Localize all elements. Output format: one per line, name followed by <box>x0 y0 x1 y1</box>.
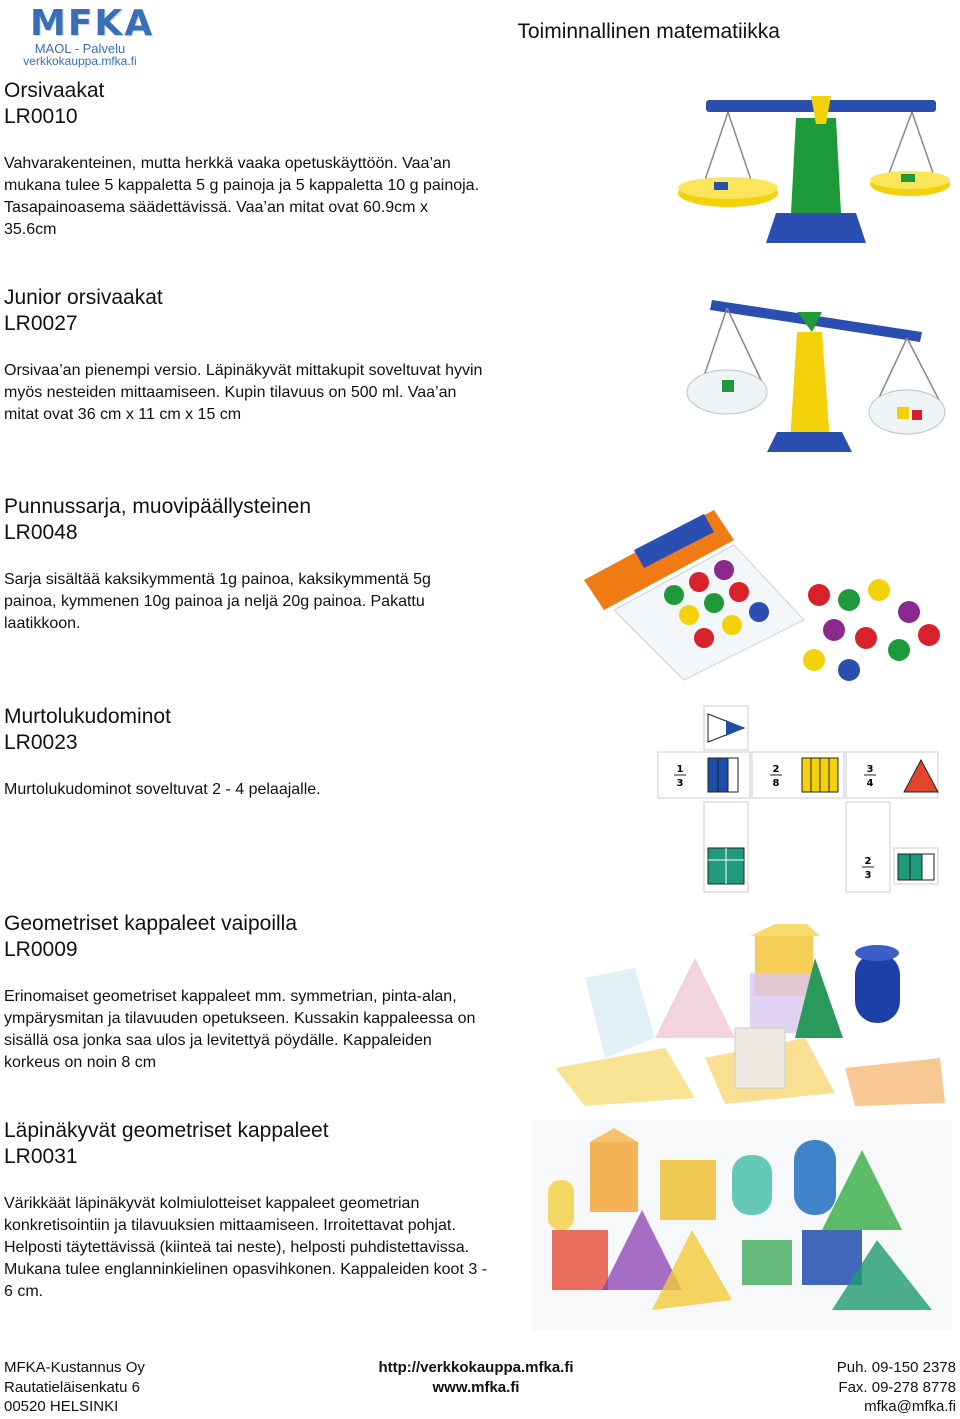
product-code: LR0031 <box>4 1145 78 1168</box>
logo-subtitle: MAOL - Palvelu <box>34 41 126 56</box>
domino-numerator: 2 <box>864 856 872 867</box>
product-description: Sarja sisältää kaksikymmentä 1g painoa, kaksikymmentä 5g painoa, kymmenen 10g painoa ja neljä 20g painoa. Pakattu laatikkoon. <box>4 571 431 632</box>
domino-denominator: 3 <box>864 870 872 881</box>
weight-set-icon <box>574 500 954 690</box>
product-entry <box>4 78 494 241</box>
domino-numerator: 3 <box>866 764 874 775</box>
balance-scale-icon <box>676 88 950 258</box>
fax-number: Fax. 09-278 8778 <box>838 1378 956 1396</box>
product-name: Murtolukudominot <box>4 705 171 728</box>
product-entry <box>4 704 494 801</box>
product-code: LR0010 <box>4 105 78 128</box>
junior-balance-scale-icon <box>682 292 952 460</box>
product-code: LR0009 <box>4 938 78 961</box>
logo <box>18 3 155 68</box>
domino-denominator: 8 <box>772 778 780 789</box>
postal-city: 00520 HELSINKI <box>4 1398 119 1415</box>
product-description: Orsivaa’an pienempi versio. Läpinäkyvät mittakupit soveltuvat hyvin myös nesteiden mittaamiseen. Kupin tilavuus on 500 ml. Vaa’an mitat ovat 36 cm x 11 cm x 15 cm <box>4 362 483 423</box>
product-name: Geometriset kappaleet vaipoilla <box>4 912 297 935</box>
logo-mark: MFKA <box>30 3 155 44</box>
product-name: Läpinäkyvät geometriset kappaleet <box>4 1119 329 1142</box>
transparent-solids-icon <box>532 1120 952 1330</box>
logo-url[interactable]: verkkokauppa.mfka.fi <box>23 54 137 68</box>
fraction-dominoes-icon <box>656 704 946 894</box>
site-link[interactable]: www.mfka.fi <box>432 1378 520 1396</box>
product-entry <box>4 911 494 1074</box>
product-entry <box>4 1118 494 1303</box>
product-code: LR0048 <box>4 521 78 544</box>
geometric-solids-nets-icon <box>545 918 951 1108</box>
product-name: Junior orsivaakat <box>4 286 163 309</box>
phone-number: Puh. 09-150 2378 <box>836 1359 956 1376</box>
page-title: Toiminnallinen matematiikka <box>517 20 780 43</box>
domino-denominator: 3 <box>676 778 684 789</box>
shop-link[interactable]: http://verkkokauppa.mfka.fi <box>378 1359 574 1376</box>
company-name: MFKA-Kustannus Oy <box>4 1359 145 1376</box>
product-name: Punnussarja, muovipäällysteinen <box>4 495 312 518</box>
product-name: Orsivaakat <box>4 79 105 102</box>
street-address: Rautatieläisenkatu 6 <box>4 1378 140 1396</box>
product-entry <box>4 285 494 426</box>
footer-address <box>4 1358 145 1417</box>
domino-denominator: 4 <box>866 778 874 789</box>
footer-links <box>378 1358 574 1397</box>
product-description: Vahvarakenteinen, mutta herkkä vaaka opetuskäyttöön. Vaa’an mukana tulee 5 kappaletta 5 g painoja ja 5 kappaletta 10 g painoja. Tasapainoasema säädettävissä. Vaa’an mitat ovat 60.9cm x 35.6cm <box>4 155 480 238</box>
domino-numerator: 1 <box>676 764 684 775</box>
email-link[interactable]: mfka@mfka.fi <box>864 1398 956 1415</box>
product-description: Murtolukudominot soveltuvat 2 - 4 pelaajalle. <box>4 781 321 798</box>
product-code: LR0027 <box>4 312 78 335</box>
domino-numerator: 2 <box>772 764 780 775</box>
product-entry <box>4 494 494 635</box>
product-code: LR0023 <box>4 731 78 754</box>
product-description: Erinomaiset geometriset kappaleet mm. symmetrian, pinta-alan, ympärysmitan ja tilavuuden opetukseen. Kussakin kappaleessa on sisällä osa jonka saa ulos ja levitettyä pöydälle. Kappaleiden korkeus on noin 8 cm <box>4 988 476 1071</box>
footer-contact <box>837 1358 956 1417</box>
product-description: Värikkäät läpinäkyvät kolmiulotteiset kappaleet geometrian konkretisointiin ja tilavuuksien mittaamiseen. Irroitettavat pohjat. Helposti täytettävissä (kiinteä tai neste), helposti puhdistettavissa. Mukana tulee englanninkielinen opasvihkonen. Kappaleiden koot 3 - 6 cm. <box>4 1195 488 1300</box>
